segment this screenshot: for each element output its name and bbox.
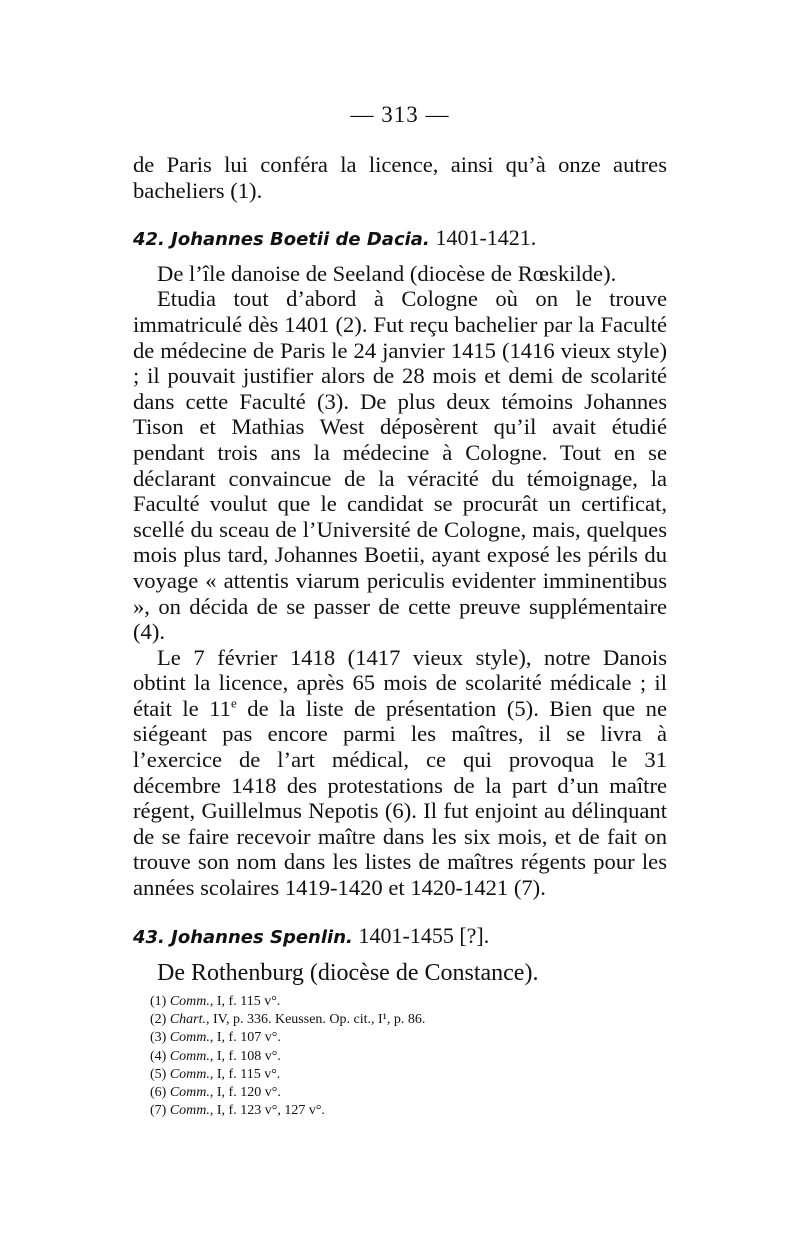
page-number: — 313 — (350, 102, 450, 127)
entry-42-paragraph-2-part-b: de la liste de présentation (5). Bien que ne siégeant pas encore parmi les maîtres, il se livra à l’exercice de l’art médical, ce qui provoqua le 31 décembre 1418 des protestations de la part d’un maître régent, Guillelmus Nepotis (6). Il fut enjoint au délinquant de se faire recevoir maître dans les six mois, et de fait on trouve son nom dans les listes de maîtres régents pour les années scolaires 1419-1420 et 1420-1421 (7). (133, 695, 668, 901)
footnotes (150, 993, 670, 1120)
footnote (150, 1102, 670, 1120)
entry-42-paragraph-2-part-a: Le 7 février 1418 (1417 vieux style), notre Danois obtint la licence, après 65 mois de scolarité médicale ; il était le 11 (133, 644, 667, 721)
footnote-citation: , I, f. 115 v°. (209, 994, 281, 1009)
footnote-number: (1) (150, 994, 167, 1009)
footnote-citation: , I, f. 108 v°. (209, 1048, 281, 1064)
footnote-citation: , I, f. 107 v°. (209, 1030, 281, 1046)
entry-42-paragraph-2 (133, 645, 667, 901)
footnote-source: Comm. (169, 1103, 210, 1119)
entry-43-dates: 1401-1455 [?]. (358, 922, 490, 948)
entry-42-origin: De l’île danoise de Seeland (diocèse de Rœskilde). (157, 260, 617, 286)
footnote-source: Comm. (169, 1066, 210, 1082)
ordinal-superscript: e (230, 695, 237, 711)
intro-paragraph: de Paris lui conféra la licence, ainsi qu’à onze autres bacheliers (1). (133, 152, 667, 203)
footnote-number: (6) (150, 1085, 167, 1101)
footnote-citation: , I, f. 115 v°. (209, 1066, 281, 1082)
footnote (150, 1084, 670, 1102)
entry-42-heading (133, 225, 667, 253)
entry-43-heading (133, 923, 667, 951)
entry-43-origin: De Rothenburg (diocèse de Constance). (157, 960, 539, 987)
entry-42-name: 42. Johannes Boetii de Dacia. (133, 229, 430, 251)
entry-43-name: 43. Johannes Spenlin. (133, 926, 353, 948)
footnote-source: Comm. (169, 1085, 210, 1101)
footnote-number: (3) (150, 1030, 167, 1046)
footnote-source: Comm. (169, 1048, 210, 1064)
main-text (133, 152, 667, 988)
footnote (150, 993, 670, 1011)
entry-42-dates: 1401-1421. (435, 225, 537, 251)
footnote-source: Comm. (169, 994, 210, 1009)
footnote-number: (7) (150, 1103, 167, 1119)
entry-42-paragraph-1: Etudia tout d’abord à Cologne où on le trouve immatriculé dès 1401 (2). Fut reçu bachelier par la Faculté de médecine de Paris le 24 janvier 1415 (1416 vieux style) ; il pouvait justifier alors de 28 mois et demi de scolarité dans cette Faculté (3). De plus deux témoins Johannes Tison et Mathias West déposèrent qu’il avait étudié pendant trois ans la médecine à Cologne. Tout en se déclarant convaincue de la véracité du témoignage, la Faculté voulut que le candidat se procurât un certificat, scellé du sceau de l’Université de Cologne, mais, quelques mois plus tard, Johannes Boetii, ayant exposé les périls du voyage « attentis viarum periculis evidenter imminentibus », on décida de se passer de cette preuve supplémentaire (4). (133, 286, 667, 645)
footnote (150, 1066, 670, 1084)
footnote-number: (2) (150, 1012, 167, 1028)
footnote-source: Comm. (169, 1030, 210, 1046)
footnote-number: (5) (150, 1066, 167, 1082)
footnote-citation: , IV, p. 336. Keussen. Op. cit., I¹, p. 86. (206, 1012, 426, 1028)
footnote (150, 1011, 670, 1029)
footnote-number: (4) (150, 1048, 167, 1064)
footnote (150, 1029, 670, 1047)
footnote-citation: , I, f. 123 v°, 127 v°. (209, 1103, 325, 1119)
footnote (150, 1048, 670, 1066)
footnote-citation: , I, f. 120 v°. (209, 1085, 281, 1101)
footnote-source: Chart. (169, 1012, 207, 1028)
